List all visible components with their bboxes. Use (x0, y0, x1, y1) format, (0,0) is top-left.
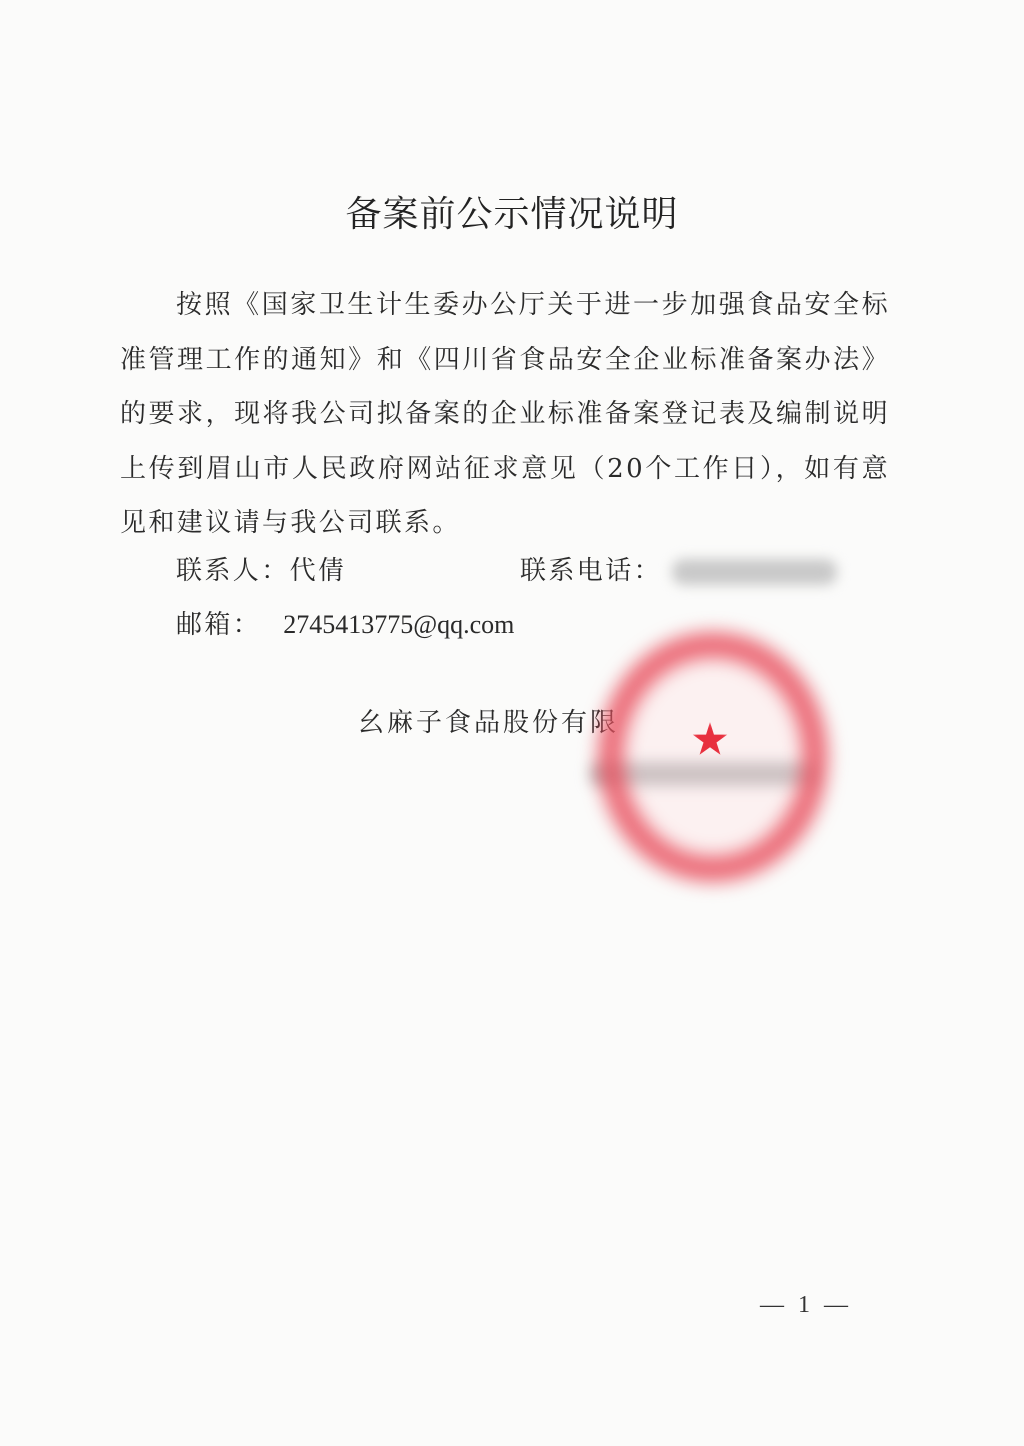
contact-person-label: 联系人： (176, 556, 290, 586)
contact-person (176, 550, 346, 587)
official-seal (598, 632, 828, 882)
page-number: — 1 — (760, 1292, 852, 1318)
contact-phone-label: 联系电话： (520, 556, 663, 586)
company-name: 幺麻子食品股份有限 (358, 708, 620, 738)
contact-email-label: 邮箱： (176, 610, 262, 640)
body-paragraph: 按照《国家卫生计生委办公厅关于进一步加强食品安全标准管理工作的通知》和《四川省食品安全企业标准备案办法》的要求，现将我公司拟备案的企业标准备案登记表及编制说明上传到眉山市人民政府网站征求意见（20个工作日），如有意见和建议请与我公司联系。 (120, 290, 890, 538)
document-title: 备案前公示情况说明 (345, 194, 679, 235)
contact-email (176, 604, 514, 641)
contact-phone (520, 550, 837, 587)
contact-email-value: 2745413775@qq.com (283, 610, 515, 639)
contact-phone-redacted (672, 559, 837, 585)
contact-person-value: 代倩 (289, 556, 347, 586)
